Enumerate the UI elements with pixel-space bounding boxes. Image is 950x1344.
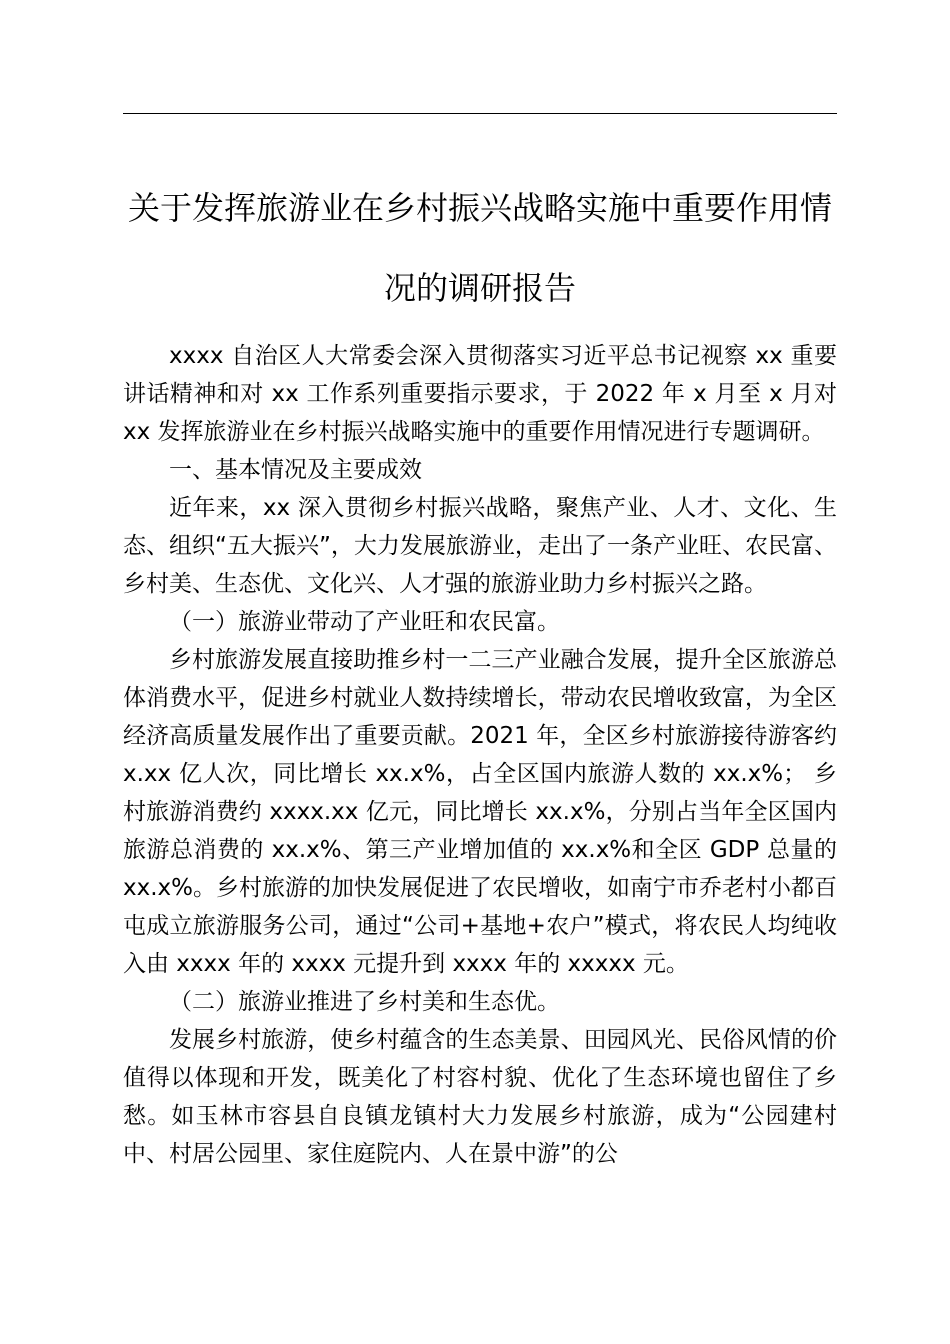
paragraph-overview: 近年来，xx 深入贯彻乡村振兴战略，聚焦产业、人才、文化、生态、组织“五大振兴”，大力发展旅游业，走出了一条产业旺、农民富、乡村美、生态优、文化兴、人才强的旅游业助力乡村振兴之路。 xyxy=(123,495,837,597)
header-rule xyxy=(123,113,837,114)
section-heading-1: 一、基本情况及主要成效 xyxy=(169,457,422,483)
document-body xyxy=(123,337,837,1173)
paragraph-ecology: 发展乡村旅游，使乡村蕴含的生态美景、田园风光、民俗风情的价值得以体现和开发，既美化了村容村貌、优化了生态环境也留住了乡愁。如玉林市容县自良镇龙镇村大力发展乡村旅游，成为“公园建村中、村居公园里、家住庭院内、人在景中游”的公 xyxy=(123,1027,837,1167)
document-title: 关于发挥旅游业在乡村振兴战略实施中重要作用情况的调研报告 xyxy=(127,189,832,307)
subsection-heading-1: （一）旅游业带动了产业旺和农民富。 xyxy=(169,609,560,635)
paragraph-intro: xxxx 自治区人大常委会深入贯彻落实习近平总书记视察 xx 重要讲话精神和对 xx 工作系列重要指示要求，于 2022 年 x 月至 x 月对 xx 发挥旅游业在乡村振兴战略实施中的重要作用情况进行专题调研。 xyxy=(123,343,837,445)
subsection-heading-2: （二）旅游业推进了乡村美和生态优。 xyxy=(169,989,560,1015)
paragraph-industry: 乡村旅游发展直接助推乡村一二三产业融合发展，提升全区旅游总体消费水平，促进乡村就业人数持续增长，带动农民增收致富，为全区经济高质量发展作出了重要贡献。2021 年，全区乡村旅游接待游客约 x.xx 亿人次，同比增长 xx.x%，占全区国内旅游人数的 xx.x%； 乡村旅游消费约 xxxx.xx 亿元，同比增长 xx.x%，分别占当年全区国内旅游总消费的 xx.x%、第三产业增加值的 xx.x%和全区 GDP 总量的 xx.x%。乡村旅游的加快发展促进了农民增收，如南宁市乔老村小都百屯成立旅游服务公司，通过“公司+基地+农户”模式，将农民人均纯收入由 xxxx 年的 xxxx 元提升到 xxxx 年的 xxxxx 元。 xyxy=(123,647,837,977)
